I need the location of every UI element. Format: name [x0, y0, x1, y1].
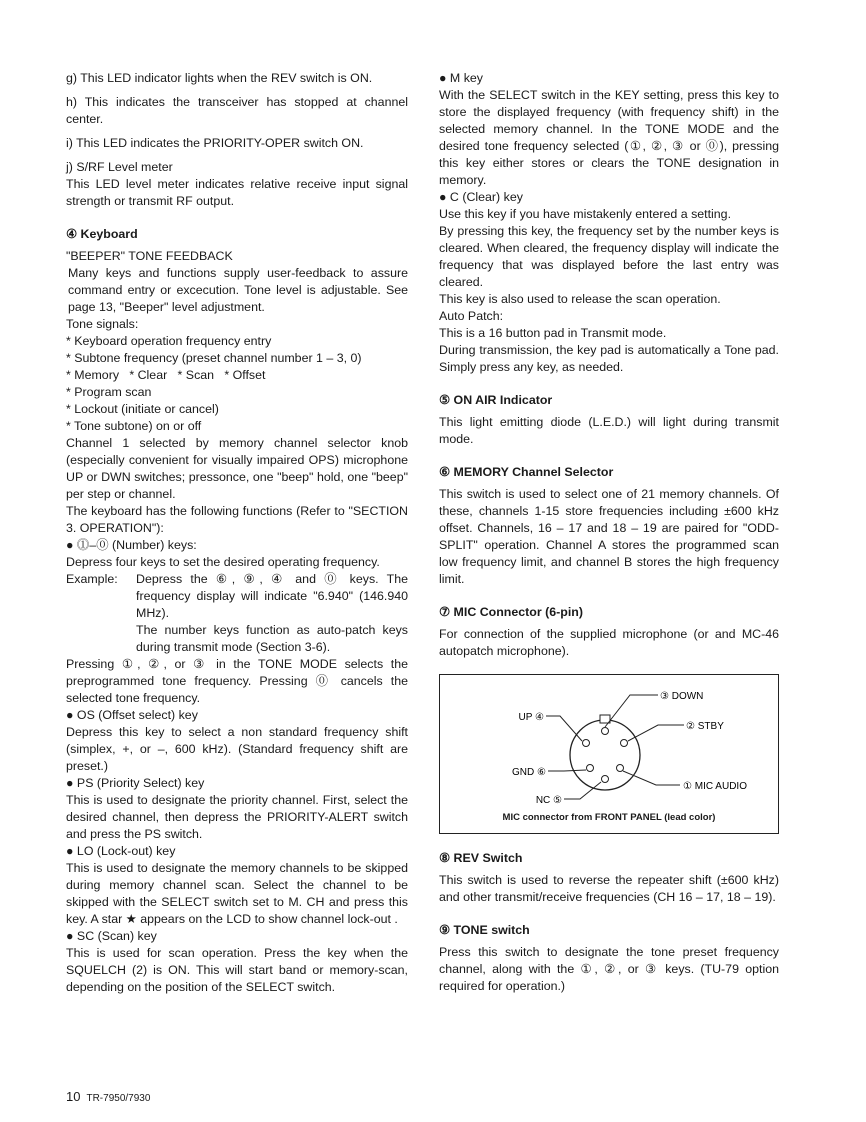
label-up: UP ④ — [518, 712, 544, 723]
pin-4 — [583, 740, 590, 747]
sc-key-text: This is used for scan operation. Press the key when the SQUELCH (2) is ON. This will start band or memory-scan, depending on the position of the SELECT switch. — [66, 946, 408, 994]
label-gnd: GND ⑥ — [512, 767, 546, 778]
label-down: ③ DOWN — [660, 691, 704, 702]
c-key-text1: Use this key if you have mistakenly entered a setting. — [439, 207, 732, 221]
page-footer — [66, 1089, 150, 1104]
autopatch-title: Auto Patch: — [439, 309, 504, 323]
label-mic-audio: ① MIC AUDIO — [683, 781, 747, 792]
label-nc: NC ⑤ — [535, 795, 562, 806]
item-j-text: This LED level meter indicates relative receive input signal strength or transmit RF output. — [66, 177, 408, 208]
beeper-text: Many keys and functions supply user-feedback to assure command entry or excecution. Tone level is adjustable. See page 13, "Beeper" level adjustment. — [68, 266, 408, 314]
bullet-item: * Program scan — [66, 385, 152, 399]
ps-key-text: This is used to designate the priority channel. First, select the desired channel, then depress the PRIORITY-ALERT switch and press the PS switch. — [66, 793, 408, 841]
rev-text: This switch is used to reverse the repeater shift (±600 kHz) and other transmit/receive frequencies (CH 16 – 17, 18 – 19). — [439, 873, 779, 904]
page-number: 10 — [66, 1089, 81, 1104]
autopatch-text2: During transmission, the key pad is automatically a Tone pad. Simply press any key, as needed. — [439, 343, 779, 374]
tone-heading: ⑨ TONE switch — [439, 923, 530, 937]
memory-heading: ⑥ MEMORY Channel Selector — [439, 465, 614, 479]
label-stby: ② STBY — [686, 721, 724, 732]
mic-connector-diagram — [439, 674, 779, 834]
lead-gnd — [548, 770, 586, 771]
tone-signals-label: Tone signals: — [66, 317, 139, 331]
rev-heading: ⑧ REV Switch — [439, 851, 523, 865]
example-label: Example: — [66, 572, 118, 586]
os-key-text: Depress this key to select a non standard frequency shift (simplex, +, or –, 600 kHz). (Standard frequency shift are preset.) — [66, 725, 408, 773]
example-text: Depress the ⑥, ⑨, ④ and ⓪ keys. The frequency display will indicate "6.940" (146.940 MHz). — [136, 572, 408, 620]
mic-text: For connection of the supplied microphone (or and MC-46 autopatch microphone). — [439, 627, 779, 658]
example-block — [66, 571, 408, 622]
bullet-item: * Lockout (initiate or cancel) — [66, 402, 219, 416]
diagram-caption: MIC connector from FRONT PANEL (lead color) — [502, 812, 716, 823]
c-key-text3: This key is also used to release the scan operation. — [439, 292, 721, 306]
c-key-title: ● C (Clear) key — [439, 190, 523, 204]
pin-2 — [621, 740, 628, 747]
bullet-item: * Subtone frequency (preset channel number 1 – 3, 0) — [66, 351, 362, 365]
example-text2: The number keys function as auto-patch keys during transmit mode (Section 3-6). — [136, 623, 408, 654]
model-number: TR-7950/7930 — [86, 1093, 151, 1104]
pin-1 — [617, 765, 624, 772]
item-j: j) S/RF Level meter — [66, 160, 173, 174]
number-keys-text: Depress four keys to set the desired operating frequency. — [66, 555, 380, 569]
lead-up — [546, 716, 582, 741]
number-keys-title: ● ⓵–⓪ (Number) keys: — [66, 538, 197, 552]
lead-down — [605, 695, 658, 727]
pin-5 — [602, 776, 609, 783]
item-h: h) This indicates the transceiver has stopped at channel center. — [66, 95, 408, 126]
lo-key-title: ● LO (Lock-out) key — [66, 844, 176, 858]
bullet-item: * Memory * Clear * Scan * Offset — [66, 368, 266, 382]
item-i: i) This LED indicates the PRIORITY-OPER switch ON. — [66, 136, 364, 150]
memory-text: This switch is used to select one of 21 memory channels. Of these, channels 1-15 store frequencies including ±600 kHz offset. Channels, 16 – 17 and 18 – 19 are paired for "ODD-SPLIT" operation. Channel A stores the programmed scan low frequency limit, and channel B stores the high frequency limit. — [439, 487, 779, 586]
sc-key-title: ● SC (Scan) key — [66, 929, 157, 943]
mic-heading: ⑦ MIC Connector (6-pin) — [439, 605, 583, 619]
onair-heading: ⑤ ON AIR Indicator — [439, 393, 553, 407]
c-key-text2: By pressing this key, the frequency set by the number keys is cleared. When cleared, the frequency display will indicate the frequency that was displayed before the last entry was cleared. — [439, 224, 779, 289]
m-key-title: ● M key — [439, 71, 483, 85]
channel1-text: Channel 1 selected by memory channel selector knob (especially convenient for visually impaired OPS) microphone UP or DWN switches; pressonce, one "beep" hold, one "beep" per step or channel. — [66, 436, 408, 501]
m-key-text: With the SELECT switch in the KEY setting, press this key to store the displayed frequency (with frequency shift) in the selected memory channel. In the TONE MODE and the desired tone frequency selected (①, ②, ③ or ⓪), pressing this key either stores or clears the TONE designation in memory. — [439, 88, 779, 187]
os-key-title: ● OS (Offset select) key — [66, 708, 198, 722]
bullet-item: * Tone subtone) on or off — [66, 419, 202, 433]
pin-6 — [587, 765, 594, 772]
lead-nc — [564, 782, 601, 799]
ps-key-title: ● PS (Priority Select) key — [66, 776, 205, 790]
bullet-item: * Keyboard operation frequency entry — [66, 334, 272, 348]
pin-3 — [602, 728, 609, 735]
item-g: g) This LED indicator lights when the REV switch is ON. — [66, 71, 373, 85]
onair-text: This light emitting diode (L.E.D.) will light during transmit mode. — [439, 415, 779, 446]
connector-outline — [570, 720, 640, 790]
functions-intro: The keyboard has the following functions (Refer to "SECTION 3. OPERATION"): — [66, 504, 408, 535]
keyboard-heading: ④ Keyboard — [66, 227, 138, 241]
autopatch-text1: This is a 16 button pad in Transmit mode. — [439, 326, 667, 340]
right-column — [439, 70, 779, 995]
left-column — [66, 70, 408, 996]
beeper-title: "BEEPER" TONE FEEDBACK — [66, 249, 233, 263]
lo-key-text: This is used to designate the memory channels to be skipped during memory channel scan. Select the channel to be skipped with the SELECT switch set to M. CH and press this key. A star ★ appears on the LCD to show channel lock-out . — [66, 861, 408, 926]
tone-text: Press this switch to designate the tone preset frequency channel, along with the ①, ②, or ③ keys. (TU-79 option required for operation.) — [439, 945, 779, 993]
pressing-text: Pressing ①, ②, or ③ in the TONE MODE selects the preprogrammed tone frequency. Pressing ⓪ cancels the selected tone frequency. — [66, 657, 408, 705]
